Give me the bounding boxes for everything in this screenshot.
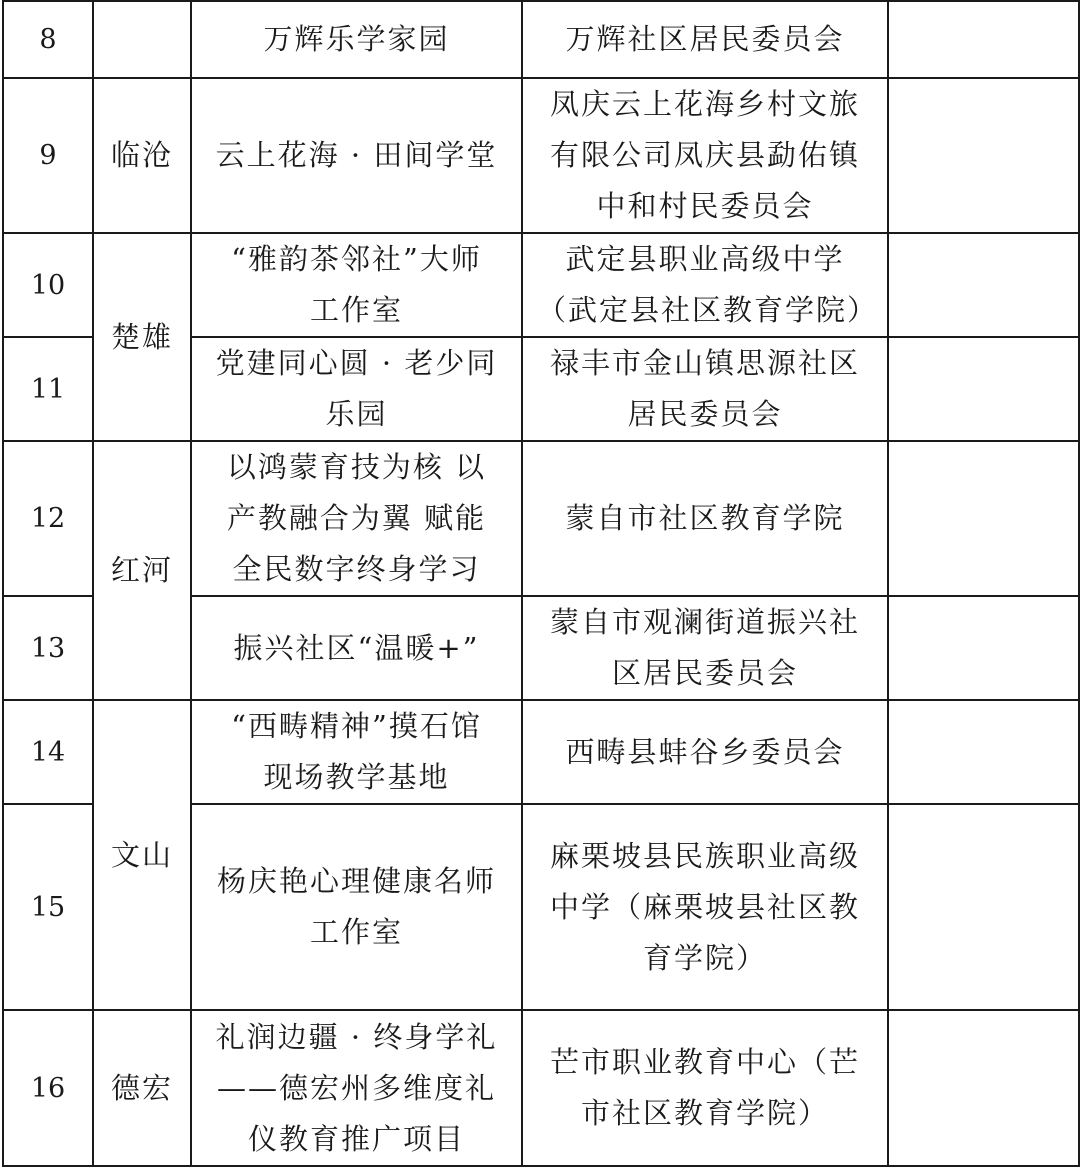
organizing-unit: 万辉社区居民委员会	[522, 1, 888, 78]
table-row	[3, 441, 1079, 596]
project-name: “雅韵茶邻社”大师工作室	[191, 233, 522, 337]
row-number: 14	[3, 700, 93, 804]
project-name: “西畴精神”摸石馆现场教学基地	[191, 700, 522, 804]
remark-cell	[888, 804, 1079, 1010]
table-row	[3, 1010, 1079, 1166]
region-cell: 临沧	[93, 78, 191, 233]
table-row	[3, 700, 1079, 804]
region-cell: 文山	[93, 700, 191, 1010]
organizing-unit: 蒙自市社区教育学院	[522, 441, 888, 596]
row-number: 13	[3, 596, 93, 700]
region-cell: 德宏	[93, 1010, 191, 1166]
project-table	[2, 0, 1080, 1167]
organizing-unit: 麻栗坡县民族职业高级中学（麻栗坡县社区教育学院）	[522, 804, 888, 1010]
organizing-unit: 芒市职业教育中心（芒市社区教育学院）	[522, 1010, 888, 1166]
remark-cell	[888, 441, 1079, 596]
row-number: 15	[3, 804, 93, 1010]
remark-cell	[888, 1010, 1079, 1166]
row-number: 12	[3, 441, 93, 596]
row-number: 16	[3, 1010, 93, 1166]
organizing-unit: 蒙自市观澜街道振兴社区居民委员会	[522, 596, 888, 700]
table-row	[3, 1, 1079, 78]
remark-cell	[888, 78, 1079, 233]
remark-cell	[888, 596, 1079, 700]
region-cell: 红河	[93, 441, 191, 700]
remark-cell	[888, 700, 1079, 804]
table-row	[3, 233, 1079, 337]
project-name: 振兴社区“温暖+”	[191, 596, 522, 700]
organizing-unit: 凤庆云上花海乡村文旅有限公司凤庆县勐佑镇中和村民委员会	[522, 78, 888, 233]
project-name: 云上花海 · 田间学堂	[191, 78, 522, 233]
project-name: 杨庆艳心理健康名师工作室	[191, 804, 522, 1010]
project-name: 万辉乐学家园	[191, 1, 522, 78]
remark-cell	[888, 233, 1079, 337]
organizing-unit: 禄丰市金山镇思源社区居民委员会	[522, 337, 888, 441]
remark-cell	[888, 337, 1079, 441]
project-name: 以鸿蒙育技为核 以产教融合为翼 赋能全民数字终身学习	[191, 441, 522, 596]
project-name: 礼润边疆 · 终身学礼——德宏州多维度礼仪教育推广项目	[191, 1010, 522, 1166]
row-number: 9	[3, 78, 93, 233]
table-row	[3, 78, 1079, 233]
project-name: 党建同心圆 · 老少同乐园	[191, 337, 522, 441]
row-number: 8	[3, 1, 93, 78]
region-cell: 楚雄	[93, 233, 191, 441]
organizing-unit: 武定县职业高级中学（武定县社区教育学院）	[522, 233, 888, 337]
region-cell	[93, 1, 191, 78]
organizing-unit: 西畴县蚌谷乡委员会	[522, 700, 888, 804]
row-number: 10	[3, 233, 93, 337]
remark-cell	[888, 1, 1079, 78]
row-number: 11	[3, 337, 93, 441]
